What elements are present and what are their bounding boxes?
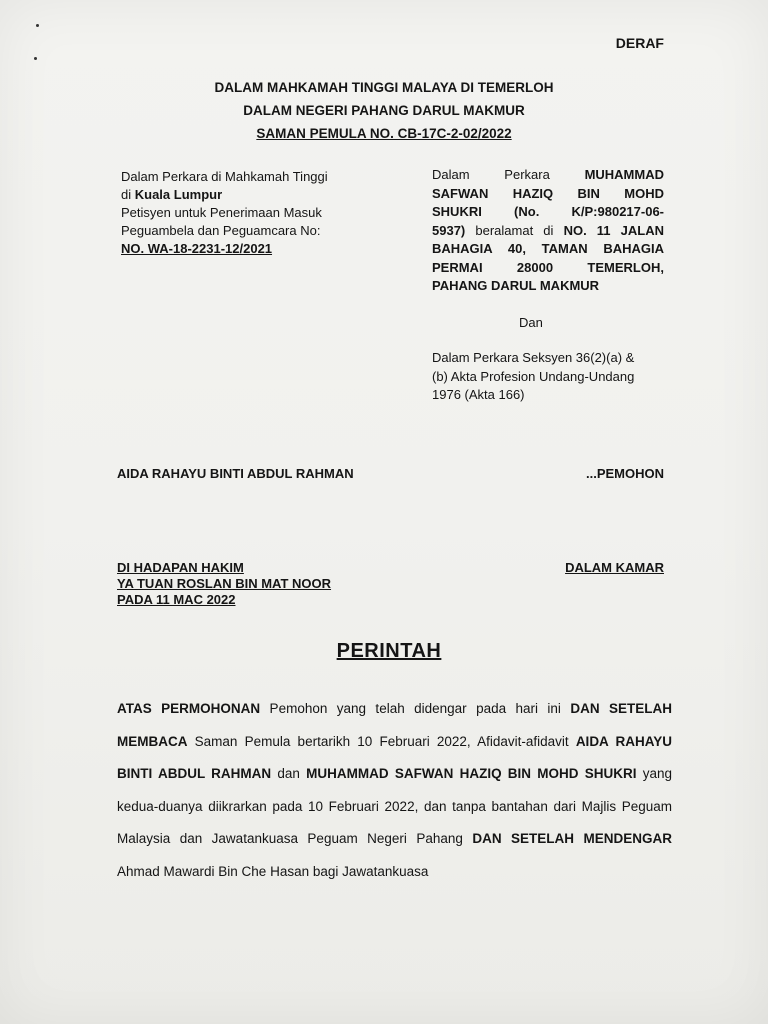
applicant-role: ...PEMOHON: [585, 466, 664, 481]
applicant-name: AIDA RAHAYU BINTI ABDUL RAHMAN: [117, 466, 354, 481]
section-line: (b) Akta Profesion Undang-Undang: [432, 368, 635, 384]
right-matter-block: [432, 166, 664, 405]
court-title: DALAM MAHKAMAH TINGGI MALAYA DI TEMERLOH: [214, 80, 554, 95]
right-matter-line: Dalam Perkara MUHAMMAD: [432, 167, 664, 182]
left-matter-line: Petisyen untuk Penerimaan Masuk: [121, 205, 322, 220]
right-matter-line: BAHAGIA 40, TAMAN BAHAGIA: [432, 241, 664, 256]
right-matter-line: PERMAI 28000 TEMERLOH,: [432, 259, 664, 275]
right-matter-line: SAFWAN HAZIQ BIN MOHD: [432, 185, 664, 201]
left-matter-line: Peguambela dan Peguamcara No:: [121, 223, 321, 238]
conjunction-dan: Dan: [519, 314, 543, 330]
right-matter-line: 5937) beralamat di NO. 11 JALAN: [432, 222, 665, 238]
judge-block: [117, 560, 331, 608]
chamber-label: DALAM KAMAR: [565, 560, 664, 575]
left-matter-line: di Kuala Lumpur: [121, 187, 223, 202]
hearing-date: PADA 11 MAC 2022: [117, 592, 236, 607]
scan-speck: [34, 57, 37, 60]
section-line: 1976 (Akta 166): [432, 387, 525, 402]
scan-speck: [36, 24, 39, 27]
order-body: ATAS PERMOHONAN Pemohon yang telah didengar pada hari ini DAN SETELAH MEMBACA Saman Pemula bertarikh 10 Februari 2022, Afidavit-afidavit AIDA RAHAYU BINTI ABDUL RAHMAN dan MUHAMMAD SAFWAN HAZIQ BIN MOHD SHUKRI yang kedua-duanya diikrarkan pada 10 Februari 2022, dan tanpa bantahan dari Majlis Peguam Malaysia dan Jawatankuasa Peguam Negeri Pahang DAN SETELAH MENDENGAR Ahmad Mawardi Bin Che Hasan bagi Jawatankuasa: [117, 701, 673, 879]
judge-name: YA TUAN ROSLAN BIN MAT NOOR: [117, 576, 332, 591]
court-state: DALAM NEGERI PAHANG DARUL MAKMUR: [243, 103, 525, 118]
right-matter-line: PAHANG DARUL MAKMUR: [432, 278, 600, 293]
left-matter-block: [121, 168, 371, 258]
draft-label: DERAF: [615, 35, 664, 51]
left-matter-line: Dalam Perkara di Mahkamah Tinggi: [121, 169, 328, 184]
petition-number: NO. WA-18-2231-12/2021: [121, 241, 273, 256]
section-line: Dalam Perkara Seksyen 36(2)(a) &: [432, 350, 635, 365]
judge-line: DI HADAPAN HAKIM: [117, 560, 244, 575]
case-number: SAMAN PEMULA NO. CB-17C-2-02/2022: [256, 126, 512, 141]
order-title: PERINTAH: [336, 640, 442, 662]
right-matter-line: SHUKRI (No. K/P:980217-06-: [432, 204, 664, 219]
